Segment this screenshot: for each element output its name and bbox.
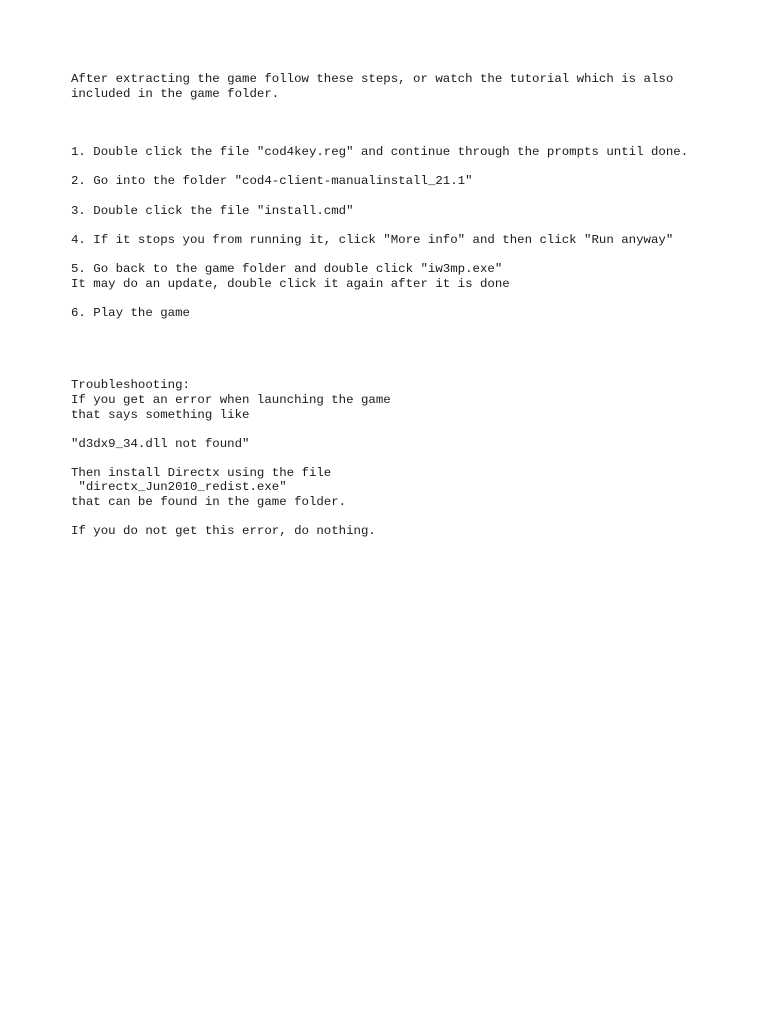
- troubleshooting-text: that says something like: [71, 407, 250, 422]
- step-text: 3. Double click the file "install.cmd": [71, 203, 354, 218]
- step-4: [71, 233, 751, 248]
- step-5: [71, 262, 751, 291]
- step-6: [71, 306, 751, 321]
- step-2: [71, 174, 751, 189]
- troubleshooting-text: Then install Directx using the file: [71, 465, 332, 480]
- troubleshooting-text: that can be found in the game folder.: [71, 495, 347, 510]
- step-3: [71, 204, 751, 219]
- steps-list: [71, 145, 751, 320]
- step-text: 5. Go back to the game folder and double click "iw3mp.exe": [71, 261, 503, 276]
- step-text: 4. If it stops you from running it, click "More info" and then click "Run anyway": [71, 232, 674, 247]
- step-1: [71, 145, 751, 160]
- intro-line: included in the game folder.: [71, 86, 280, 101]
- troubleshooting-text: If you do not get this error, do nothing.: [71, 524, 376, 539]
- step-text: 1. Double click the file "cod4key.reg" and continue through the prompts until done.: [71, 145, 689, 160]
- troubleshooting-text: If you get an error when launching the game: [71, 392, 391, 407]
- error-message: "d3dx9_34.dll not found": [71, 436, 250, 451]
- document-page: [71, 72, 751, 539]
- intro-paragraph: [71, 72, 751, 101]
- redist-filename: "directx_Jun2010_redist.exe": [71, 480, 287, 495]
- troubleshooting-heading: Troubleshooting:: [71, 378, 190, 393]
- step-note: It may do an update, double click it again after it is done: [71, 276, 510, 291]
- step-text: 2. Go into the folder "cod4-client-manualinstall_21.1": [71, 174, 473, 189]
- troubleshooting-section: [71, 378, 751, 539]
- step-text: 6. Play the game: [71, 305, 190, 320]
- intro-line: After extracting the game follow these steps, or watch the tutorial which is also: [71, 72, 674, 86]
